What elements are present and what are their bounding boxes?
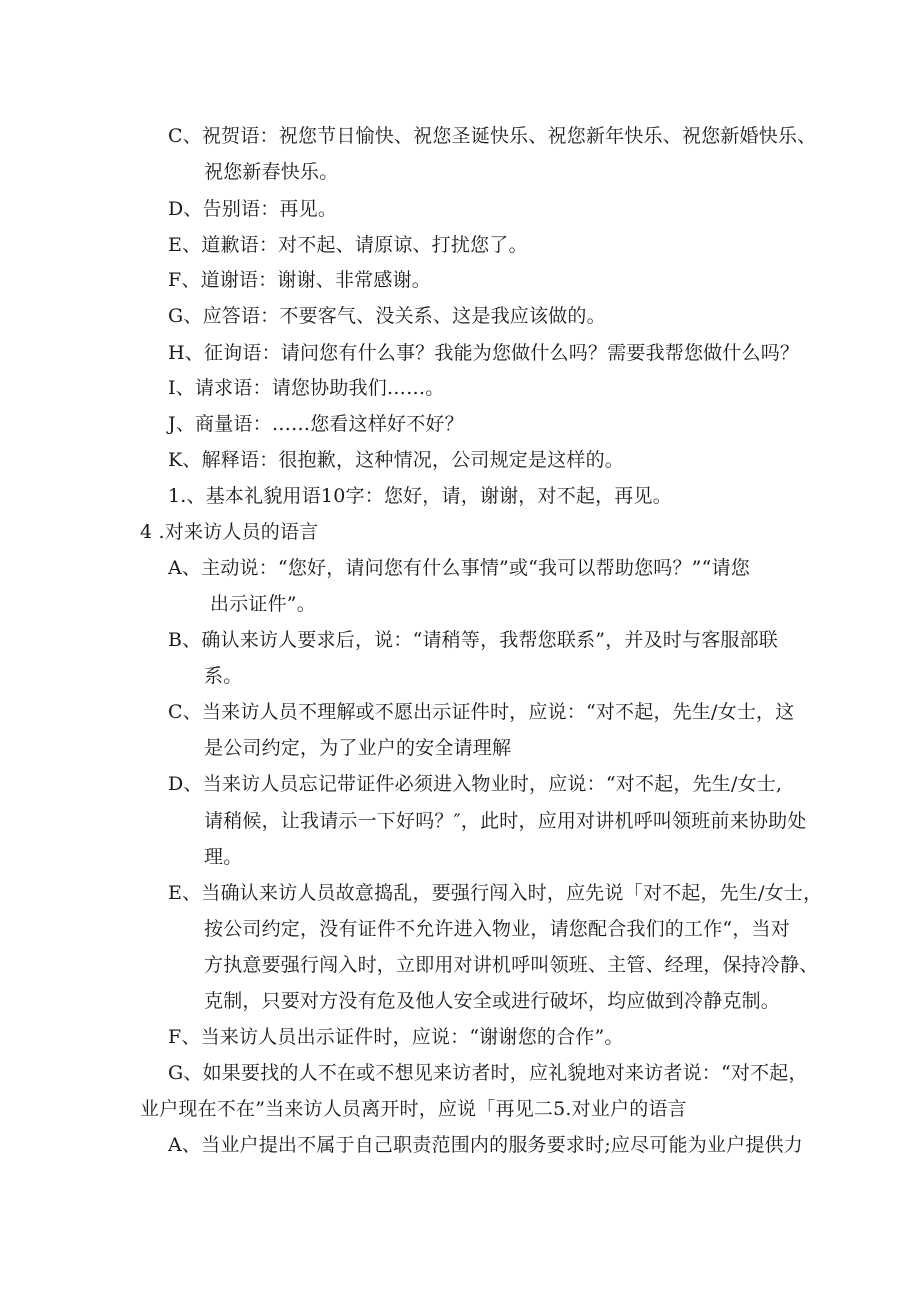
text-line: 1.、基本礼貌用语10字：您好，请，谢谢，对不起，再见。 bbox=[168, 485, 672, 507]
text-line: 方执意要强行闯入时，立即用对讲机呼叫领班、主管、经理，保持冷静、 bbox=[204, 954, 819, 976]
text-line: C、当来访人员不理解或不愿出示证件时，应说：“对不起，先生/女士，这 bbox=[168, 701, 795, 723]
text-line: 是公司约定，为了业户的安全请理解 bbox=[204, 737, 512, 759]
text-line: G、应答语：不要客气、没关系、这是我应该做的。 bbox=[168, 305, 606, 327]
text-line: E、道歉语：对不起、请原谅、打扰您了。 bbox=[168, 234, 528, 256]
text-line: 业户现在不在”当来访人员离开时，应说「再见二5.对业户的语言 bbox=[140, 1098, 687, 1120]
text-line: A、主动说：“您好，请问您有什么事情”或“我可以帮助您吗？”“请您 bbox=[168, 557, 750, 579]
text-line: 请稍候，让我请示一下好吗？″，此时，应用对讲机呼叫领班前来协助处 bbox=[204, 810, 807, 832]
text-line: 理。 bbox=[204, 846, 243, 868]
text-line: 按公司约定，没有证件不允许进入物业，请您配合我们的工作“，当对 bbox=[204, 918, 790, 940]
text-line: I、请求语：请您协助我们……。 bbox=[168, 377, 445, 399]
text-line: A、当业户提出不属于自己职责范围内的服务要求时;应尽可能为业户提供力 bbox=[168, 1134, 803, 1156]
text-line: E、当确认来访人员故意捣乱，要强行闯入时，应先说「对不起，先生/女士， bbox=[168, 882, 823, 904]
section-heading: 4 .对来访人员的语言 bbox=[140, 521, 319, 543]
text-line: 祝您新春快乐。 bbox=[204, 161, 339, 183]
text-line: 系。 bbox=[204, 665, 243, 687]
text-line: B、确认来访人要求后，说：“请稍等，我帮您联系”，并及时与客服部联 bbox=[168, 629, 778, 651]
text-line: D、当来访人员忘记带证件必须进入物业时，应说：“对不起，先生/女士, bbox=[168, 773, 783, 795]
text-line: G、如果要找的人不在或不想见来访者时，应礼貌地对来访者说：“对不起， bbox=[168, 1062, 808, 1084]
text-line: D、告别语：再见。 bbox=[168, 198, 338, 220]
text-line: 克制，只要对方没有危及他人安全或进行破坏，均应做到冷静克制。 bbox=[204, 990, 781, 1012]
text-line: H、征询语：请问您有什么事？我能为您做什么吗？需要我帮您做什么吗？ bbox=[168, 342, 800, 364]
text-line: F、道谢语：谢谢、非常感谢。 bbox=[168, 269, 431, 291]
text-line: K、解释语：很抱歉，这种情况，公司规定是这样的。 bbox=[168, 449, 624, 471]
text-line: 出示证件”。 bbox=[210, 593, 316, 615]
text-line: F、当来访人员出示证件时，应说：“谢谢您的合作”。 bbox=[168, 1026, 624, 1048]
text-line: C、祝贺语：祝您节日愉快、祝您圣诞快乐、祝您新年快乐、祝您新婚快乐、 bbox=[168, 125, 817, 147]
text-line: J、商量语：……您看这样好不好？ bbox=[168, 413, 464, 435]
